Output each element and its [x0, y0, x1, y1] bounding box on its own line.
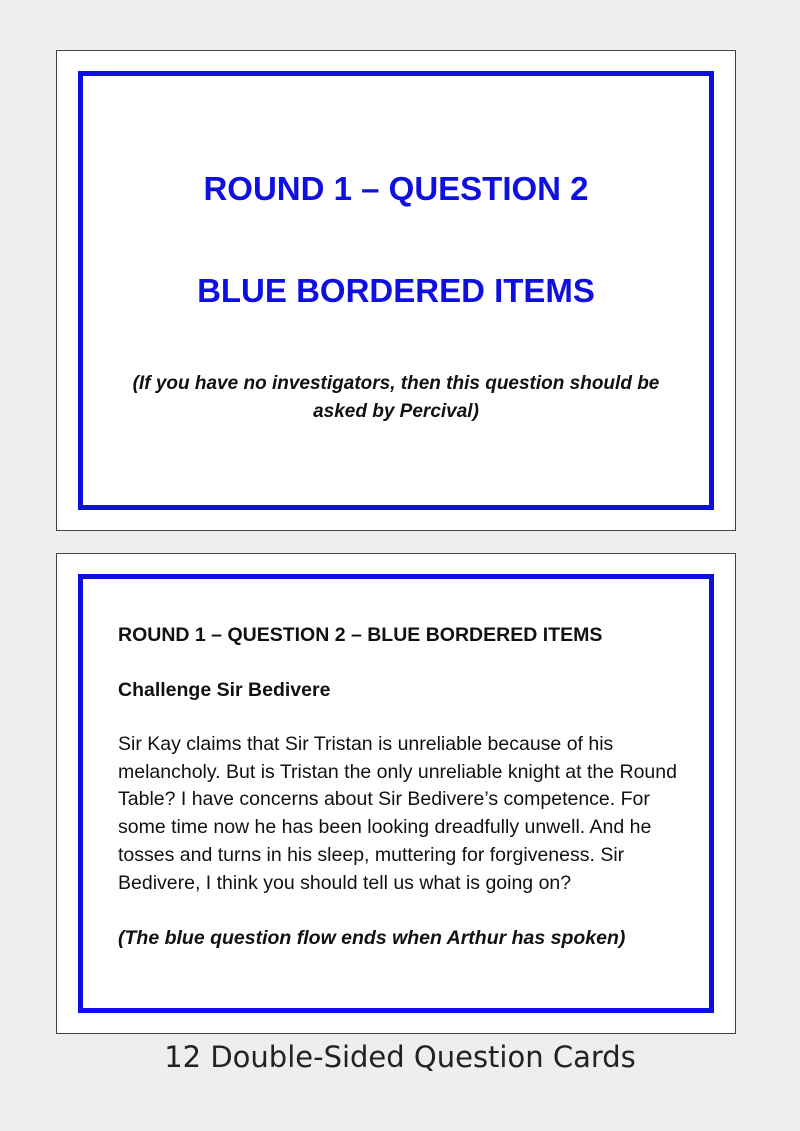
product-caption: 12 Double-Sided Question Cards — [164, 1040, 636, 1074]
category-title: BLUE BORDERED ITEMS — [197, 272, 595, 309]
challenge-body-text: Sir Kay claims that Sir Tristan is unreliable because of his melancholy. But is Tristan the only unreliable knight at the Round Table? I have concerns about Sir Bedivere’s competence. For some time now he has been looking dreadfully unwell. And he tosses and turns in his sleep, muttering for forgiveness. Sir Bedivere, I think you should tell us what is going on? — [118, 733, 677, 894]
card-blue-border — [78, 71, 714, 510]
card-back-content — [118, 622, 679, 951]
card-blue-border — [78, 574, 714, 1013]
challenge-title: Challenge Sir Bedivere — [118, 679, 331, 701]
flow-end-note: (The blue question flow ends when Arthur has spoken) — [118, 927, 626, 950]
investigator-note: (If you have no investigators, then this question should be asked by Percival) — [132, 373, 660, 422]
question-card-back — [56, 553, 736, 1034]
round-question-title: ROUND 1 – QUESTION 2 — [203, 170, 589, 207]
question-card-front — [56, 50, 736, 531]
card-back-heading: ROUND 1 – QUESTION 2 – BLUE BORDERED ITEMS — [118, 624, 603, 646]
